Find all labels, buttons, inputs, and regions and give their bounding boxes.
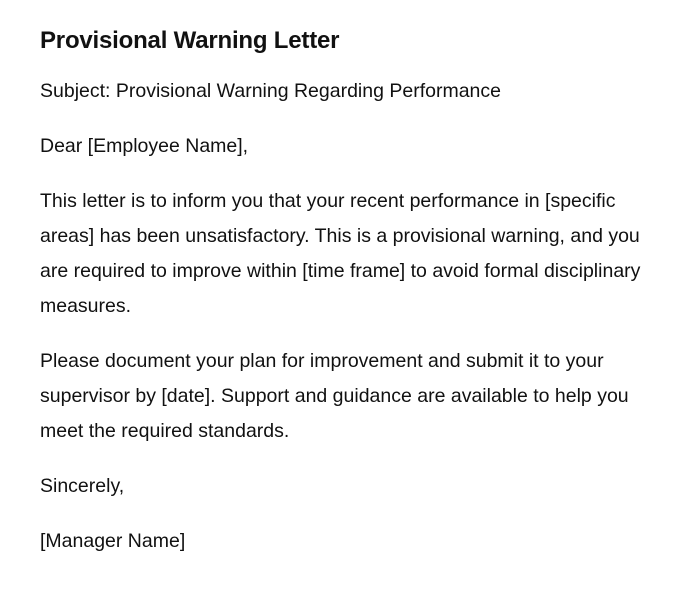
- body-paragraph-1: This letter is to inform you that your recent performance in [specific areas] has been unsatisfactory. This is a provisional warning, and you are required to improve within [time frame] to avoid formal disciplinary measures.: [40, 190, 641, 317]
- letter-subject: Subject: Provisional Warning Regarding Performance: [40, 80, 502, 102]
- letter-closing: Sincerely,: [40, 475, 125, 497]
- letter-document: [40, 24, 650, 559]
- letter-title: Provisional Warning Letter: [40, 27, 340, 54]
- letter-greeting: Dear [Employee Name],: [40, 135, 249, 157]
- letter-signature: [Manager Name]: [40, 530, 186, 552]
- body-paragraph-2: Please document your plan for improvement and submit it to your supervisor by [date]. Support and guidance are available to help you meet the required standards.: [40, 350, 629, 442]
